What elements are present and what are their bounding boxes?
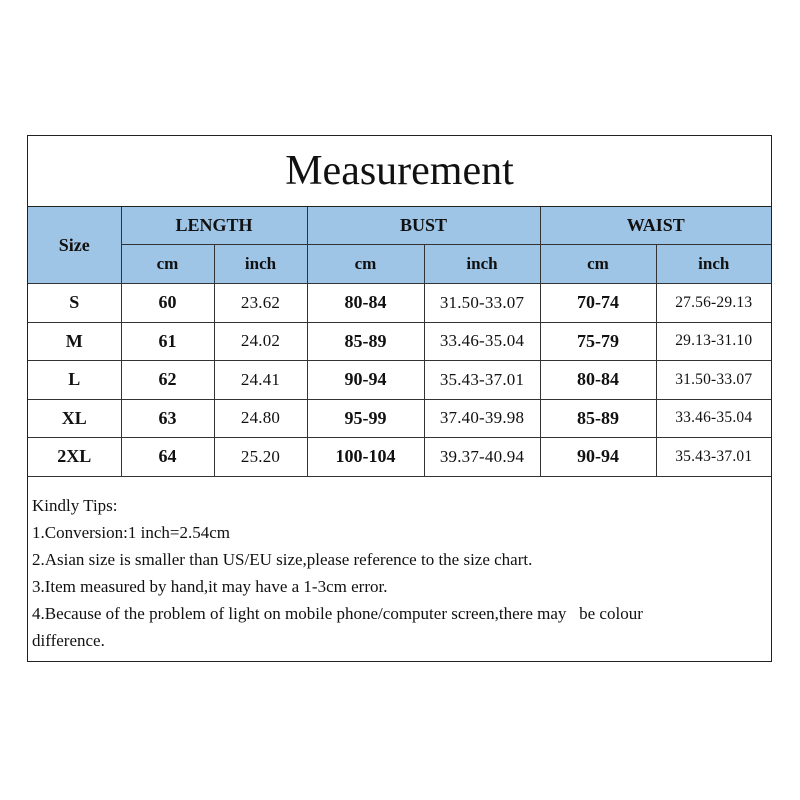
bust-cm-cell: 85-89 [307, 322, 424, 361]
size-cell: S [28, 284, 121, 323]
length-inch-cell: 24.02 [214, 322, 307, 361]
length-inch-cell: 23.62 [214, 284, 307, 323]
size-cell: XL [28, 399, 121, 438]
group-header-length: LENGTH [121, 207, 307, 245]
length-inch-cell: 25.20 [214, 438, 307, 477]
unit-header: cm [307, 245, 424, 284]
waist-inch-cell: 33.46-35.04 [656, 399, 771, 438]
size-cell: 2XL [28, 438, 121, 477]
length-cm-cell: 61 [121, 322, 214, 361]
tip-line: 4.Because of the problem of light on mobile phone/computer screen,there may be colour [32, 604, 643, 623]
table-row [28, 399, 771, 438]
size-column-header: Size [28, 207, 121, 284]
bust-inch-cell: 37.40-39.98 [424, 399, 540, 438]
tip-line: 1.Conversion:1 inch=2.54cm [32, 523, 230, 542]
length-cm-cell: 64 [121, 438, 214, 477]
length-inch-cell: 24.41 [214, 361, 307, 400]
waist-cm-cell: 85-89 [540, 399, 656, 438]
unit-header: inch [424, 245, 540, 284]
unit-header: cm [121, 245, 214, 284]
group-header-waist: WAIST [540, 207, 771, 245]
tip-line: difference. [32, 631, 105, 650]
tips-heading: Kindly Tips: [32, 496, 118, 515]
header-row-units [28, 245, 771, 284]
header-row-groups [28, 207, 771, 245]
table-row [28, 438, 771, 477]
kindly-tips [32, 492, 767, 654]
table-row [28, 284, 771, 323]
length-cm-cell: 60 [121, 284, 214, 323]
bust-cm-cell: 100-104 [307, 438, 424, 477]
table-row [28, 322, 771, 361]
bust-inch-cell: 39.37-40.94 [424, 438, 540, 477]
length-inch-cell: 24.80 [214, 399, 307, 438]
size-cell: L [28, 361, 121, 400]
bust-cm-cell: 90-94 [307, 361, 424, 400]
waist-cm-cell: 70-74 [540, 284, 656, 323]
bust-inch-cell: 35.43-37.01 [424, 361, 540, 400]
size-cell: M [28, 322, 121, 361]
waist-inch-cell: 27.56-29.13 [656, 284, 771, 323]
bust-cm-cell: 95-99 [307, 399, 424, 438]
group-header-bust: BUST [307, 207, 540, 245]
tip-line: 2.Asian size is smaller than US/EU size,please reference to the size chart. [32, 550, 533, 569]
size-chart-sheet [27, 135, 772, 662]
waist-cm-cell: 75-79 [540, 322, 656, 361]
size-table [28, 207, 771, 477]
waist-inch-cell: 35.43-37.01 [656, 438, 771, 477]
waist-inch-cell: 29.13-31.10 [656, 322, 771, 361]
unit-header: inch [656, 245, 771, 284]
bust-inch-cell: 33.46-35.04 [424, 322, 540, 361]
table-row [28, 361, 771, 400]
length-cm-cell: 62 [121, 361, 214, 400]
unit-header: inch [214, 245, 307, 284]
waist-inch-cell: 31.50-33.07 [656, 361, 771, 400]
waist-cm-cell: 80-84 [540, 361, 656, 400]
chart-title: Measurement [28, 136, 771, 207]
bust-inch-cell: 31.50-33.07 [424, 284, 540, 323]
unit-header: cm [540, 245, 656, 284]
waist-cm-cell: 90-94 [540, 438, 656, 477]
bust-cm-cell: 80-84 [307, 284, 424, 323]
length-cm-cell: 63 [121, 399, 214, 438]
tip-line: 3.Item measured by hand,it may have a 1-3cm error. [32, 577, 388, 596]
